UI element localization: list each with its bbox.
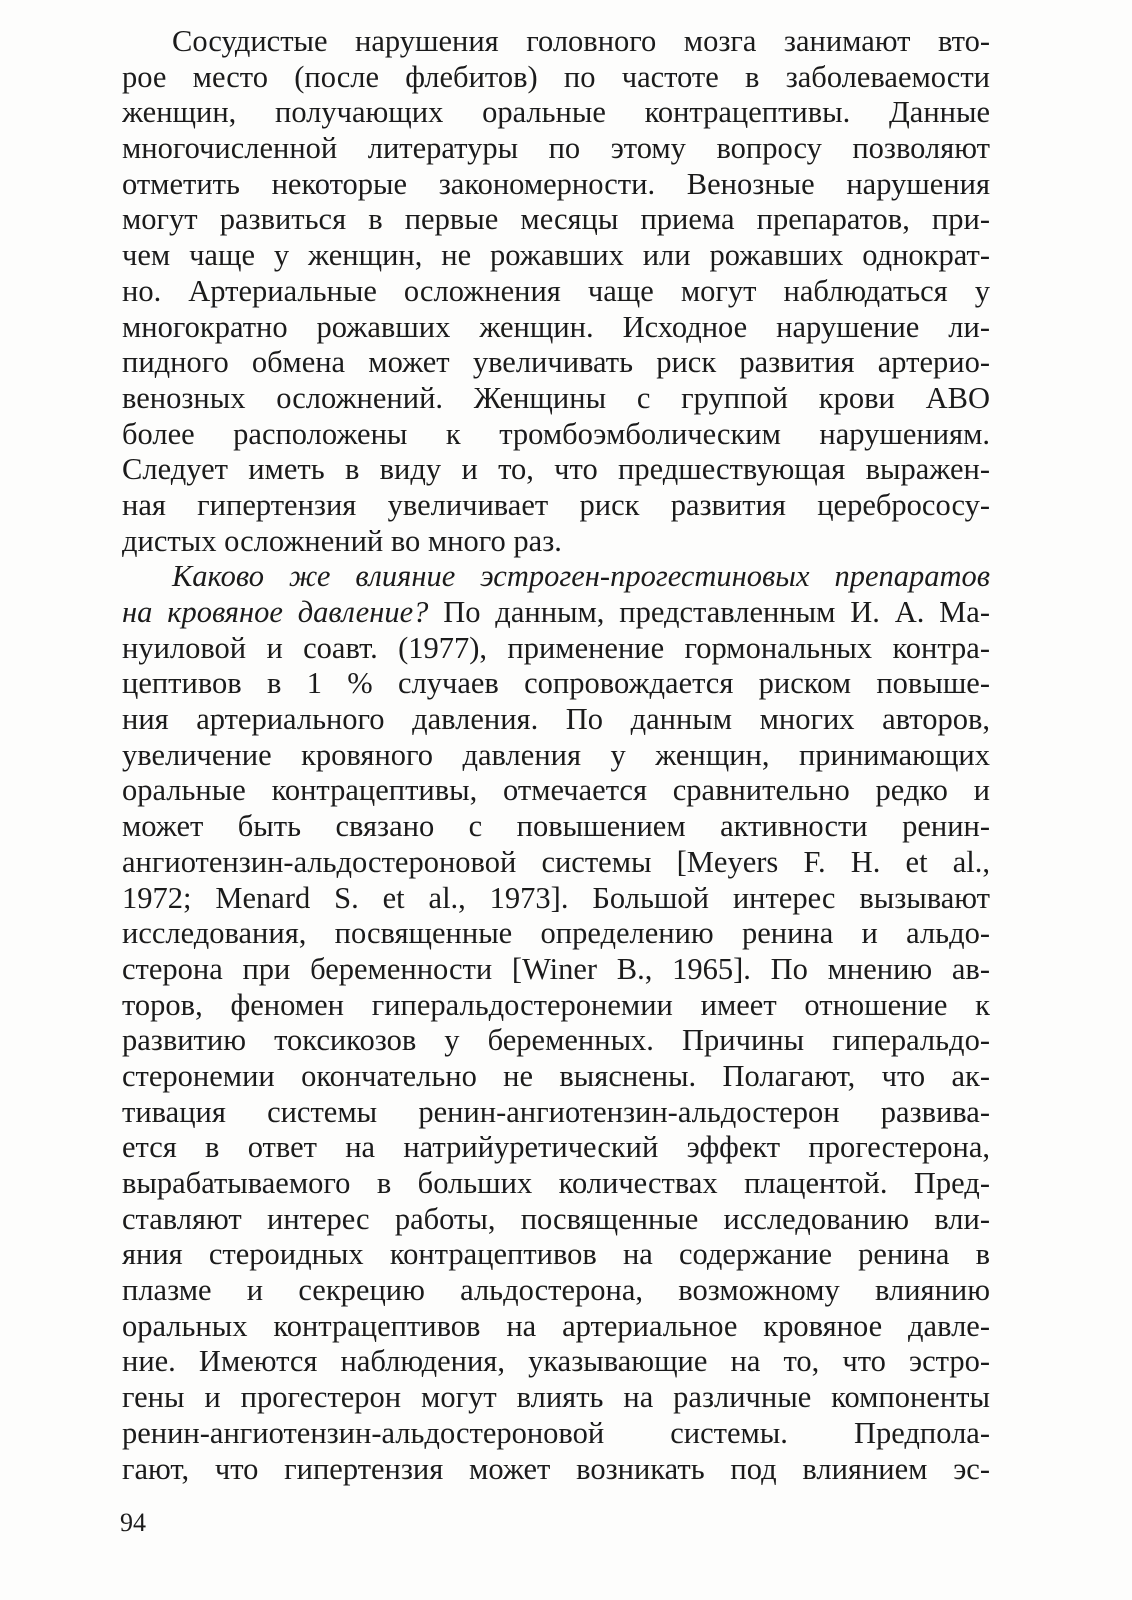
paragraph-2-line: ангиотензин-альдостероновой системы [Meyers F. H. et al., bbox=[122, 844, 990, 879]
paragraph-2-line: оральные контрацептивы, отмечается сравнительно редко и bbox=[122, 773, 990, 808]
paragraph-2-line: стерона при беременности [Winer B., 1965]. По мнению ав- bbox=[122, 951, 990, 986]
italic-question-part2: на кровяное давление? bbox=[122, 595, 429, 629]
paragraph-2-line: ется в ответ на натрийуретический эффект прогестерона, bbox=[122, 1130, 990, 1165]
paragraph-2-line: тивация системы ренин-ангиотензин-альдостерон развива- bbox=[122, 1094, 990, 1129]
paragraph-2 bbox=[122, 559, 990, 1487]
paragraph-1-line: отметить некоторые закономерности. Венозные нарушения bbox=[122, 166, 990, 201]
paragraph-2-line: развитию токсикозов у беременных. Причины гиперальдо- bbox=[122, 1023, 990, 1058]
paragraph-2-line: цептивов в 1 % случаев сопровождается риском повыше- bbox=[122, 666, 990, 701]
paragraph-2-line: 1972; Menard S. et al., 1973]. Большой интерес вызывают bbox=[122, 880, 990, 915]
paragraph-2-line: торов, феномен гиперальдостеронемии имеет отношение к bbox=[122, 987, 990, 1022]
body-text bbox=[122, 24, 990, 1487]
paragraph-1-line: дистых осложнений во много раз. bbox=[122, 523, 562, 558]
paragraph-2-line: гены и прогестерон могут влиять на различные компоненты bbox=[122, 1380, 990, 1415]
paragraph-1-line: Следует иметь в виду и то, что предшествующая выражен- bbox=[122, 452, 990, 487]
paragraph-1-line: но. Артериальные осложнения чаще могут наблюдаться у bbox=[122, 273, 990, 308]
paragraph-1-line: чем чаще у женщин, не рожавших или рожавших однократ- bbox=[122, 238, 990, 273]
paragraph-2-line bbox=[122, 559, 990, 595]
paragraph-2-line: ние. Имеются наблюдения, указывающие на то, что эстро- bbox=[122, 1344, 990, 1379]
paragraph-2-line-text: По данным, представленным И. А. Ма- bbox=[428, 595, 990, 629]
paragraph-2-line: ставляют интерес работы, посвященные исследованию вли- bbox=[122, 1201, 990, 1236]
paragraph-2-line: оральных контрацептивов на артериальное кровяное давле- bbox=[122, 1308, 990, 1343]
paragraph-2-line: исследования, посвященные определению ренина и альдо- bbox=[122, 916, 990, 951]
paragraph-1-line: женщин, получающих оральные контрацептивы. Данные bbox=[122, 95, 990, 130]
paragraph-1-line: Сосудистые нарушения головного мозга занимают вто- bbox=[172, 24, 990, 58]
paragraph-2-line: ренин-ангиотензин-альдостероновой системы. Предпола- bbox=[122, 1415, 990, 1450]
paragraph-2-line: может быть связано с повышением активности ренин- bbox=[122, 809, 990, 844]
page-number: 94 bbox=[120, 1508, 146, 1537]
paragraph-1-line: рое место (после флебитов) по частоте в заболеваемости bbox=[122, 59, 990, 94]
paragraph-1-line: многочисленной литературы по этому вопросу позволяют bbox=[122, 131, 990, 166]
paragraph-1-line: могут развиться в первые месяцы приема препаратов, при- bbox=[122, 202, 990, 237]
paragraph-2-line: яния стероидных контрацептивов на содержание ренина в bbox=[122, 1237, 990, 1272]
paragraph-2-line: ния артериального давления. По данным многих авторов, bbox=[122, 702, 990, 737]
paragraph-2-line: стеронемии окончательно не выяснены. Полагают, что ак- bbox=[122, 1058, 990, 1093]
paragraph-1 bbox=[122, 24, 990, 559]
paragraph-1-line: пидного обмена может увеличивать риск развития артерио- bbox=[122, 345, 990, 380]
paragraph-2-line: плазме и секрецию альдостерона, возможному влиянию bbox=[122, 1273, 990, 1308]
paragraph-1-line: многократно рожавших женщин. Исходное нарушение ли- bbox=[122, 309, 990, 344]
paragraph-2-line bbox=[122, 595, 990, 631]
paragraph-2-line: увеличение кровяного давления у женщин, принимающих bbox=[122, 737, 990, 772]
paragraph-1-line: венозных осложнений. Женщины с группой крови АВО bbox=[122, 380, 990, 415]
paragraph-2-line: вырабатываемого в больших количествах плацентой. Пред- bbox=[122, 1166, 990, 1200]
paragraph-2-line: нуиловой и соавт. (1977), применение гормональных контра- bbox=[122, 630, 990, 665]
paragraph-1-line: более расположены к тромбоэмболическим нарушениям. bbox=[122, 416, 990, 451]
paragraph-2-line: гают, что гипертензия может возникать под влиянием эс- bbox=[122, 1451, 990, 1486]
paragraph-1-line: ная гипертензия увеличивает риск развития цереброcосу- bbox=[122, 487, 990, 522]
italic-question-part1: Каково же влияние эстроген-прогестиновых препаратов bbox=[172, 559, 990, 594]
